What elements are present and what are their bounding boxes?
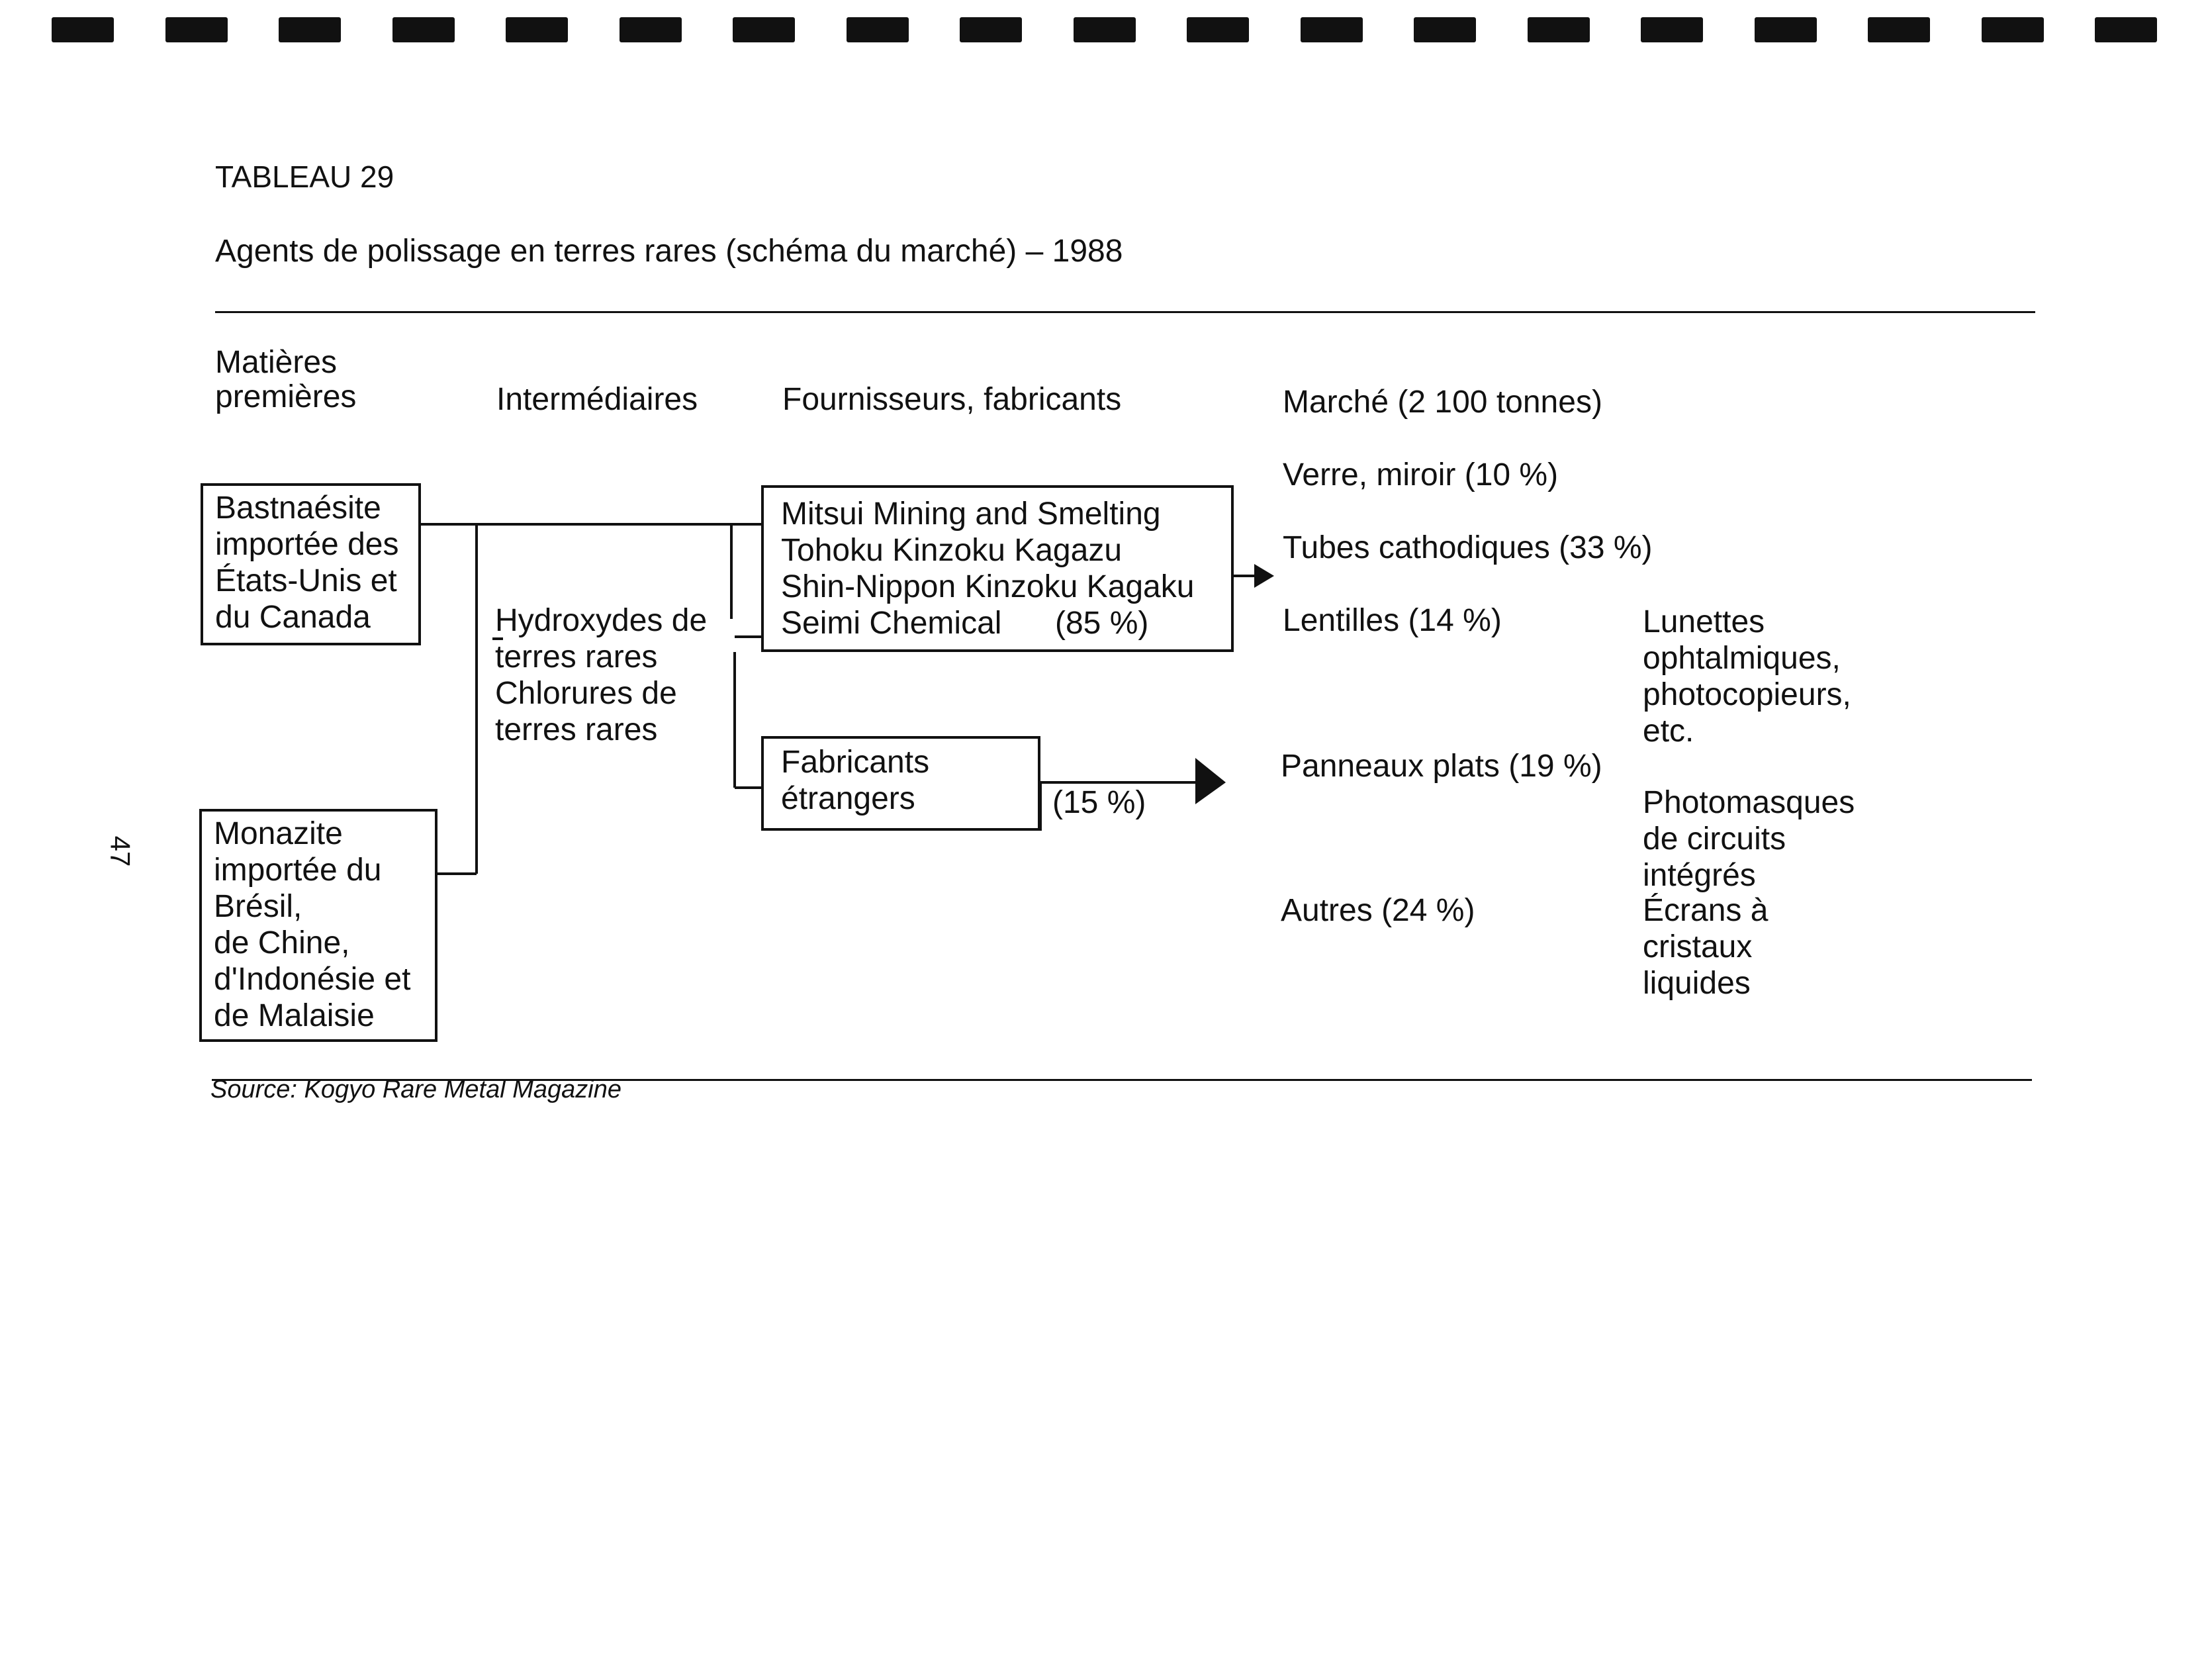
market-segment-glass: Verre, miroir (10 %) — [1283, 457, 1559, 492]
market-detail-lenses: Lunettes ophtalmiques, photocopieurs, etc. — [1643, 604, 1851, 749]
arrowhead-japanese — [1254, 564, 1274, 588]
market-segment-crt: Tubes cathodiques (33 %) — [1283, 530, 1653, 565]
market-segment-flat-panels: Panneaux plats (19 %) — [1281, 749, 1602, 784]
monazite-label: Monazite importée du Brésil, de Chine, d'Indonésie et de Malaisie — [214, 816, 411, 1033]
market-segment-other: Autres (24 %) — [1281, 893, 1475, 928]
column-header-raw-materials: Matières premières — [215, 345, 357, 414]
market-detail-other: Écrans à cristaux liquides — [1643, 893, 1769, 1001]
market-detail-flat-panels: Photomasques de circuits intégrés — [1643, 785, 1855, 893]
bastnaesite-label: Bastnaésite importée des États-Unis et du Canada — [215, 490, 399, 635]
foreign-suppliers-share: (15 %) — [1052, 785, 1146, 820]
arrowhead-foreign — [1195, 758, 1226, 804]
table-title: Agents de polissage en terres rares (schéma du marché) – 1988 — [215, 234, 1123, 269]
foreign-suppliers-label: Fabricants étrangers — [781, 745, 930, 816]
market-segment-lenses: Lentilles (14 %) — [1283, 603, 1502, 638]
table-number: TABLEAU 29 — [215, 160, 394, 194]
column-header-suppliers: Fournisseurs, fabricants — [782, 382, 1122, 417]
japanese-suppliers-list: Mitsui Mining and Smelting Tohoku Kinzoku Kagazu Shin-Nippon Kinzoku Kagaku Seimi Chemical — [781, 496, 1195, 641]
column-header-intermediates: Intermédiaires — [496, 382, 698, 417]
intermediates-label: Hydroxydes de terres rares Chlorures de terres rares — [495, 603, 708, 747]
page-number: 47 — [105, 835, 136, 867]
column-header-market: Marché (2 100 tonnes) — [1283, 385, 1602, 420]
japanese-suppliers-share: (85 %) — [1055, 606, 1149, 641]
source-note: Source: Kogyo Rare Metal Magazine — [210, 1076, 621, 1103]
